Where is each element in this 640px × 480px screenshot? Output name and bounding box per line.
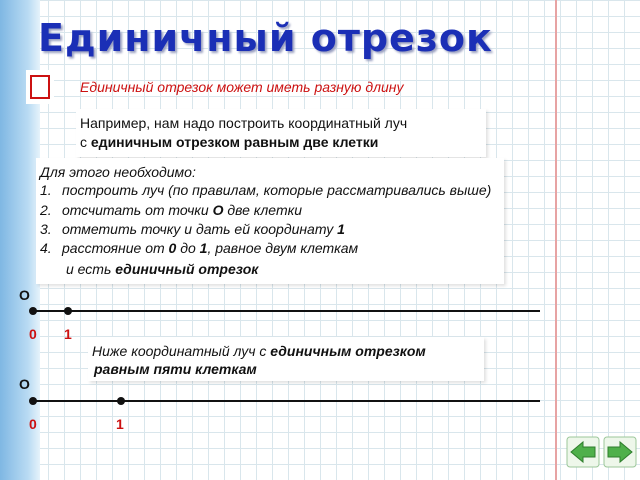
ray2-origin-label: O — [19, 376, 30, 392]
second-example-bold-2: равным пяти клеткам — [94, 361, 257, 377]
step-2 — [40, 202, 302, 218]
step-bold: 0 — [168, 240, 177, 256]
step-bold: О — [212, 202, 224, 218]
page-title: Единичный отрезок — [38, 16, 493, 60]
ray2-unit-point — [117, 397, 125, 405]
ray1-unit-point — [64, 307, 72, 315]
note-text: Единичный отрезок может иметь разную длину — [80, 79, 404, 95]
steps-box — [36, 158, 504, 284]
second-example-prefix: Ниже координатный луч с — [92, 343, 271, 359]
ray2-tick-1: 1 — [116, 416, 124, 432]
steps-conclusion — [66, 261, 258, 277]
arrow-right-icon[interactable] — [603, 436, 637, 468]
steps-intro: Для этого необходимо: — [40, 164, 196, 180]
step-text: , равное двум клеткам — [207, 240, 359, 256]
second-example-bold: единичным отрезком — [270, 343, 426, 359]
step-number: 1. — [40, 182, 52, 198]
step-text: отсчитать от точки — [62, 202, 213, 218]
step-number: 2. — [40, 202, 52, 218]
ray1-tick-0: 0 — [29, 326, 37, 342]
second-example-line-1 — [92, 343, 426, 359]
example-box — [76, 109, 486, 157]
step-text: отметить точку и дать ей координату — [62, 221, 338, 237]
ray2-tick-0: 0 — [29, 416, 37, 432]
example-prefix: с — [80, 134, 91, 150]
step-text: расстояние от — [62, 240, 169, 256]
ray1-tick-1: 1 — [64, 326, 72, 342]
step-number: 4. — [40, 240, 52, 256]
example-line-2 — [80, 134, 378, 150]
example-line-1: Например, нам надо построить координатный луч — [80, 115, 408, 131]
arrow-left-icon[interactable] — [566, 436, 600, 468]
example-bold: единичным отрезком равным две клетки — [90, 134, 379, 150]
step-number: 3. — [40, 221, 52, 237]
square-bullet-icon — [26, 70, 54, 104]
step-bold: 1 — [199, 240, 208, 256]
step-text: две клетки — [223, 202, 302, 218]
second-example-box — [88, 337, 484, 381]
step-text: построить луч (по правилам, которые рассматривались выше) — [62, 182, 492, 198]
conclusion-prefix: и есть — [66, 261, 116, 277]
step-bold: 1 — [337, 221, 345, 237]
second-example-line-2 — [94, 361, 257, 377]
step-3 — [40, 221, 345, 237]
step-text: до — [176, 240, 200, 256]
step-4 — [40, 240, 358, 256]
conclusion-bold: единичный отрезок — [115, 261, 259, 277]
step-1 — [40, 182, 491, 198]
ray1-origin-label: O — [19, 287, 30, 303]
margin-line — [555, 0, 557, 480]
